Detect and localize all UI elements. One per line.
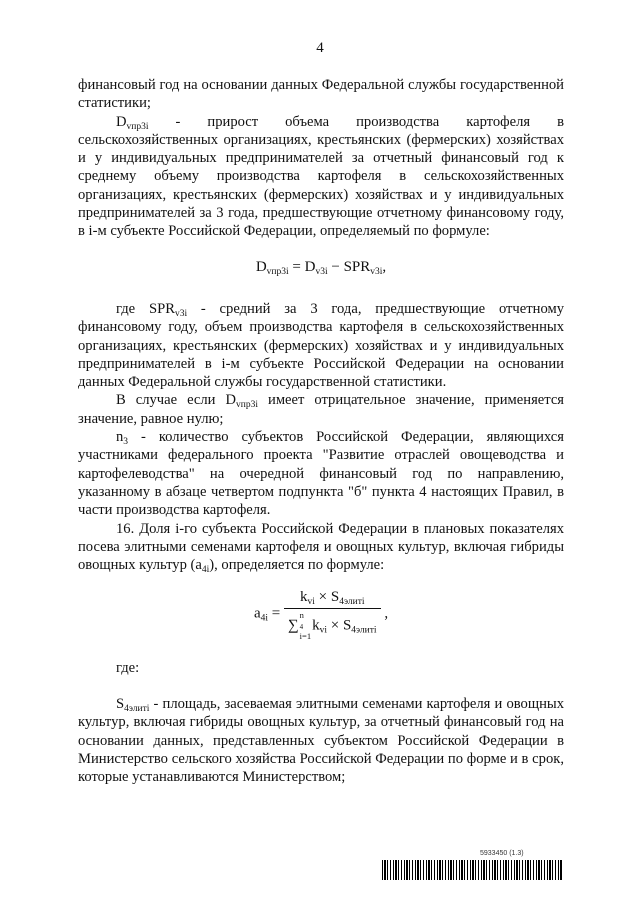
- paragraph-2-text: - прирост объема производства картофеля в сельскохозяйственных организациях, крестьянских (фермерских) хозяйствах и у индивидуальных предпринимателей за отчетный финансовый год к среднему объему производства картофеля в сельскохозяйственных организациях, крестьянских (фермерских) хозяйствах и у индивидуальных предпринимателей за 3 года, предшествующие отчетному финансовому году, в i-м субъекте Российской Федерации, определяемый по формуле:: [78, 113, 564, 240]
- paragraph-3-text: - средний за 3 года, предшествующие отчетному финансовому году, объем производства картофеля в сельскохозяйственных организациях, крестьянских (фермерских) хозяйствах и у индивидуальных предпринимателей в i-м субъекте Российской Федерации на основании данных Федеральной службы государственной статистики.: [78, 300, 564, 391]
- paragraph-5: [78, 428, 564, 519]
- paragraph-3-pre: где SPR: [116, 300, 175, 317]
- paragraph-4-text: имеет отрицательное значение, применяется значение, равное нулю;: [78, 392, 565, 427]
- formula-1-term2: SPR: [343, 258, 371, 275]
- sum-lower: i=1: [299, 630, 312, 641]
- formula-2-fraction: [284, 588, 381, 640]
- formula-1-eq: =: [288, 258, 305, 275]
- paragraph-8-sub: 4элитi: [124, 704, 150, 715]
- sum-upper: [300, 611, 311, 632]
- formula-2-denominator: [284, 609, 381, 641]
- formula-1-term1-sub: v3i: [315, 266, 328, 277]
- num-s-sub: 4элитi: [339, 597, 365, 608]
- paragraph-4-pre: В случае если D: [116, 392, 237, 409]
- num-s: S: [330, 589, 340, 606]
- formula-1: [78, 258, 564, 276]
- formula-2-lhs: a: [253, 606, 261, 623]
- paragraph-5-sym: n: [116, 429, 124, 446]
- formula-1-term2-sub: v3i: [370, 266, 383, 277]
- num-k-sub: vi: [307, 597, 315, 608]
- page-number: 4: [316, 40, 324, 56]
- paragraph-3-sub: v3i: [174, 308, 188, 319]
- paragraph-6-text: 16. Доля i-го субъекта Российской Федерации в плановых показателях посева элитными семенами картофеля и овощных культур, включая гибриды овощных культур (a: [78, 520, 564, 574]
- formula-1-term1: D: [304, 258, 316, 275]
- paragraph-5-sub: 3: [123, 437, 129, 448]
- formula-2-eq: =: [268, 606, 284, 623]
- sum-sign: ∑: [287, 617, 299, 634]
- paragraph-4: [78, 391, 564, 428]
- sum-limits: [300, 611, 311, 641]
- barcode-icon: [382, 860, 562, 880]
- den-times: ×: [326, 617, 343, 634]
- num-times: ×: [314, 589, 331, 606]
- paragraph-6-end: ), определяется по формуле:: [209, 557, 385, 574]
- den-s: S: [342, 617, 352, 634]
- formula-2: [78, 588, 564, 640]
- formula-1-lhs-sub: vпр3i: [266, 266, 289, 277]
- formula-2-tail: ,: [380, 606, 389, 623]
- den-k-sub: vi: [319, 625, 327, 636]
- sum-upper-n: n: [299, 609, 304, 620]
- formula-1-minus: −: [327, 258, 344, 275]
- paragraph-5-text: - количество субъектов Российской Федерации, являющихся участниками федерального проекта "Развитие отраслей овощеводства и картофелеводства" на очередной финансовый год по направлению, указанному в абзаце четвертом подпункта "б" пункта 4 настоящих Правил, в части производства картофеля.: [78, 429, 564, 519]
- document-code: 5933450 (1.3): [480, 850, 524, 857]
- formula-1-tail: ,: [382, 258, 387, 275]
- paragraph-1: финансовый год на основании данных Федеральной службы государственной статистики;: [78, 77, 564, 112]
- spacer: [78, 677, 564, 695]
- formula-2-numerator: [284, 588, 381, 608]
- formula-2-lhs-sub: 4i: [260, 614, 268, 625]
- paragraph-4-sub: vпр3i: [236, 400, 259, 411]
- symbol-subscript: vпр3i: [126, 121, 149, 132]
- document-body: [78, 76, 564, 787]
- num-k: k: [300, 589, 308, 606]
- paragraph-8-sym: S: [116, 696, 125, 713]
- den-k: k: [312, 617, 320, 634]
- paragraph-6-sub: 4i: [201, 565, 210, 576]
- sum-upper-sub: 4: [299, 622, 304, 631]
- paragraph-8: [78, 695, 564, 786]
- symbol-d: D: [116, 113, 127, 130]
- paragraph-8-text: - площадь, засеваемая элитными семенами картофеля и овощных культур, включая гибриды овощных культур, за отчетный финансовый год на основании данных, представленных субъектом Российской Федерации в Министерство сельского хозяйства Российской Федерации по форме и в срок, которые устанавливаются Министерством;: [78, 696, 564, 786]
- den-s-sub: 4элитi: [351, 625, 377, 636]
- paragraph-7: где:: [116, 659, 140, 676]
- paragraph-2: [78, 113, 564, 241]
- paragraph-6: [78, 520, 564, 575]
- formula-1-lhs: D: [255, 258, 267, 275]
- paragraph-3: [78, 300, 564, 391]
